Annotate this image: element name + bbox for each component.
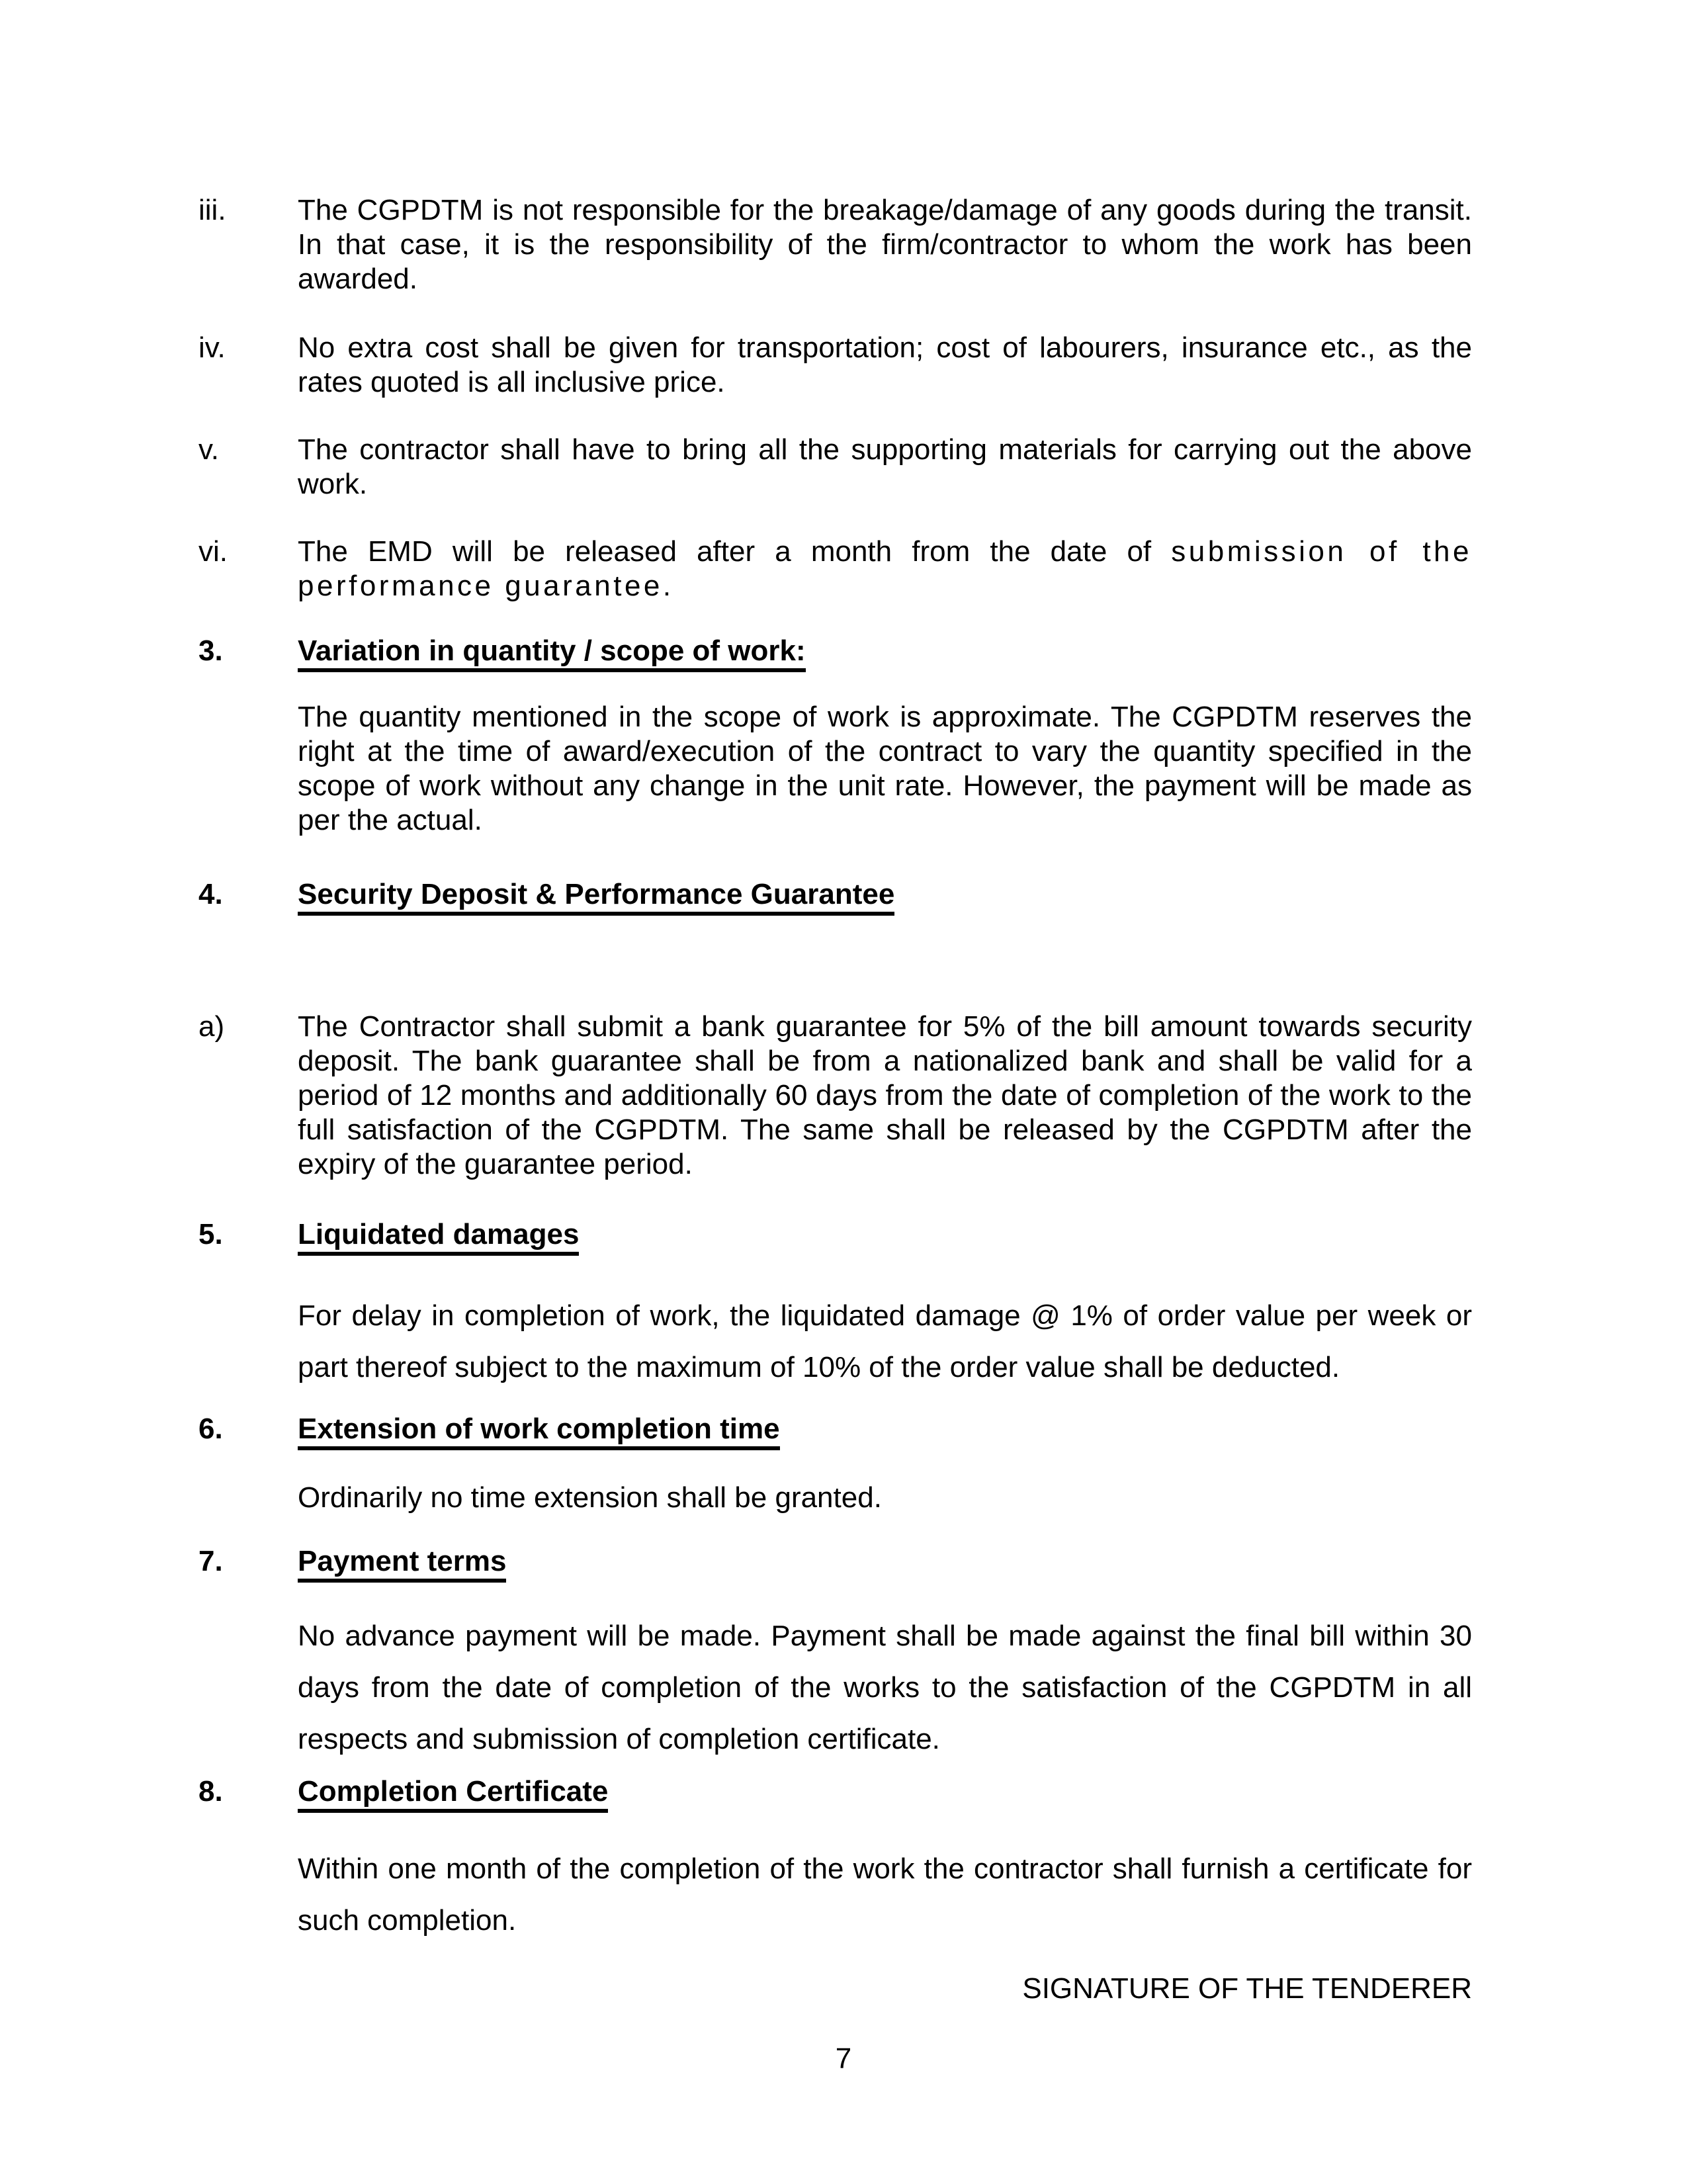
signature-of-tenderer: SIGNATURE OF THE TENDERER: [1022, 1972, 1472, 2005]
list-item-iii-text: The CGPDTM is not responsible for the breakage/damage of any goods during the transit. In that case, it is the responsibility of the firm/contractor to whom the work has been awarded.: [298, 194, 1472, 295]
section-4-heading: [298, 877, 1472, 916]
list-item-iv: [198, 331, 1472, 400]
section-6-paragraph: Ordinarily no time extension shall be granted.: [298, 1481, 882, 1514]
section-8-number: 8.: [198, 1775, 223, 1808]
list-item-vi-label: vi.: [198, 535, 228, 568]
section-7-number: 7.: [198, 1545, 223, 1577]
section-6-number: 6.: [198, 1413, 223, 1445]
list-item-vi: [198, 535, 1472, 603]
section-4-number: 4.: [198, 878, 223, 910]
section-8-heading: [298, 1774, 1472, 1813]
section-6-heading-row: [198, 1412, 1472, 1450]
section-7-heading-row: [198, 1544, 1472, 1583]
section-3-number: 3.: [198, 634, 223, 667]
list-item-iv-label: iv.: [198, 331, 226, 364]
list-item-v: [198, 433, 1472, 502]
section-5-paragraph: For delay in completion of work, the liquidated damage @ 1% of order value per week or part thereof subject to the maximum of 10% of the order value shall be deducted.: [298, 1299, 1472, 1383]
list-item-vi-text: [298, 535, 1472, 603]
section-5-heading-row: [198, 1217, 1472, 1256]
section-4-heading-text: Security Deposit & Performance Guarantee: [298, 879, 894, 916]
section-3-heading-text: Variation in quantity / scope of work:: [298, 636, 806, 672]
section-4-heading-row: [198, 877, 1472, 916]
section-3-heading-row: [198, 634, 1472, 672]
page-number: 7: [835, 2042, 852, 2075]
section-5-heading: [298, 1217, 1472, 1256]
section-3-paragraph: The quantity mentioned in the scope of work is approximate. The CGPDTM reserves the right at the time of award/execution of the contract to vary the quantity specified in the scope of work without any change in the unit rate. However, the payment will be made as per the actual.: [298, 701, 1472, 836]
list-item-v-label: v.: [198, 433, 219, 466]
section-6-heading-text: Extension of work completion time: [298, 1414, 780, 1450]
section-4-subitem-a: [198, 1010, 1472, 1182]
section-8-paragraph: Within one month of the completion of the work the contractor shall furnish a certificate for such completion.: [298, 1853, 1472, 1937]
section-4-subitem-a-label: a): [198, 1010, 225, 1043]
section-8-heading-row: [198, 1774, 1472, 1813]
section-7-heading: [298, 1544, 1472, 1583]
section-7-paragraph: No advance payment will be made. Payment shall be made against the final bill within 30 days from the date of completion of the works to the satisfaction of the CGPDTM in all respects and submission of completion certificate.: [298, 1620, 1472, 1755]
section-5-heading-text: Liquidated damages: [298, 1219, 579, 1256]
section-3-heading: [298, 634, 1472, 672]
list-item-v-text: The contractor shall have to bring all the supporting materials for carrying out the above work.: [298, 433, 1472, 500]
list-item-iii-label: iii.: [198, 194, 226, 226]
list-item-vi-text-spaced: submission of the performance guarantee.: [298, 535, 1472, 602]
section-6-heading: [298, 1412, 1472, 1450]
section-4-subitem-a-text: The Contractor shall submit a bank guarantee for 5% of the bill amount towards security deposit. The bank guarantee shall be from a nationalized bank and shall be valid for a period of 12 months and additionally 60 days from the date of completion of the work to the full satisfaction of the CGPDTM. The same shall be released by the CGPDTM after the expiry of the guarantee period.: [298, 1010, 1472, 1180]
list-item-iv-text: No extra cost shall be given for transportation; cost of labourers, insurance etc., as the rates quoted is all inclusive price.: [298, 331, 1472, 398]
section-8-heading-text: Completion Certificate: [298, 1776, 608, 1813]
section-5-number: 5.: [198, 1218, 223, 1250]
list-item-iii: [198, 193, 1472, 296]
section-7-heading-text: Payment terms: [298, 1546, 506, 1583]
list-item-vi-text-normal: The EMD will be released after a month from the date of: [298, 535, 1172, 568]
